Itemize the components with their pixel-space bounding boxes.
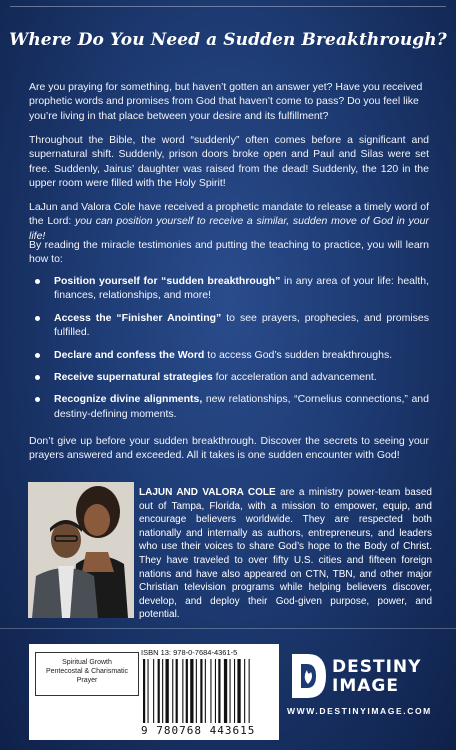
destiny-image-logo-icon xyxy=(290,652,328,700)
list-item: Position yourself for “sudden breakthrough” in any area of your life: health, finances, relationships, and more! xyxy=(29,274,429,303)
list-item: Access the “Finisher Anointing” to see prayers, prophecies, and promises fulfilled. xyxy=(29,311,429,340)
barcode-number: 9 780768 443615 xyxy=(141,724,256,737)
list-item: Receive supernatural strategies for acceleration and advancement. xyxy=(29,370,429,384)
bullet-icon xyxy=(35,316,40,321)
category-line: Pentecostal & Charismatic xyxy=(45,668,129,675)
mandate-paragraph xyxy=(29,200,429,243)
bottom-divider xyxy=(0,628,456,629)
closing-paragraph: Don’t give up before your sudden breakthrough. Discover the secrets to seeing your prayers answered and exceeded. All it takes is one sudden encounter with God! xyxy=(29,435,429,462)
barcode-icon xyxy=(141,659,273,723)
author-photo xyxy=(28,482,134,618)
bullet-icon xyxy=(35,279,40,284)
headline: Where Do You Need a Sudden Breakthrough? xyxy=(9,30,447,50)
intro-paragraph: Are you praying for something, but haven’t gotten an answer yet? Have you received prophetic words and promises from God that haven’t come to pass? Do you feel like you’re living in that place between your desire and its fulfillment? xyxy=(29,81,423,122)
category-line: Spiritual Growth xyxy=(62,659,112,666)
suddenly-paragraph xyxy=(29,133,429,191)
author-section xyxy=(0,482,456,621)
learn-intro: By reading the miracle testimonies and putting the teaching to practice, you will learn how to: xyxy=(29,239,429,266)
list-item: Recognize divine alignments, new relationships, “Cornelius connections,” and destiny-defining moments. xyxy=(29,392,429,421)
mandate-emphasis: you can position yourself to receive a similar, sudden move of God in your life! xyxy=(29,215,429,242)
list-item: Declare and confess the Word to access God’s sudden breakthroughs. xyxy=(29,348,429,362)
top-divider xyxy=(10,6,446,7)
mandate-text: LaJun and Valora Cole have received a prophetic mandate to release a timely word of the Lord: xyxy=(29,201,429,228)
barcode-panel xyxy=(29,644,279,740)
author-bio-text: are a ministry power-team based out of Tampa, Florida, with a mission to empower, equip, and encourage believers worldwide. They are respected both nationally and internally as authors, entrepreneurs, and leaders who use their voices to share God’s hope to the Body of Christ. They have traveled to over fifty U.S. cities and fifteen foreign nations and have also appeared on CTN, TBN, and other major Christian television programs while helping believers discover, develop, and deploy their God-given purpose, power, and potential. xyxy=(139,487,432,621)
category-box xyxy=(35,652,139,696)
author-bio xyxy=(139,486,432,622)
isbn-label: ISBN 13: 978-0-7684-4361-5 xyxy=(141,648,238,657)
bullet-icon xyxy=(35,397,40,402)
author-names: LAJUN AND VALORA COLE xyxy=(139,487,276,498)
bullet-icon xyxy=(35,375,40,380)
suddenly-text: Throughout the Bible, the word “suddenly” often comes before a significant and supernatural shift. Suddenly, prison doors broke open and Paul and Silas were set free. Suddenly, Jairus’ daughter was raised from the dead! Suddenly, the 120 in the upper room were filled with the Holy Spirit! xyxy=(29,134,429,190)
category-line: Prayer xyxy=(76,677,98,684)
benefits-list xyxy=(29,274,429,429)
bullet-icon xyxy=(35,353,40,358)
publisher-name: DESTINY IMAGE xyxy=(332,657,422,696)
publisher-url: WWW.DESTINYIMAGE.COM xyxy=(287,706,432,716)
